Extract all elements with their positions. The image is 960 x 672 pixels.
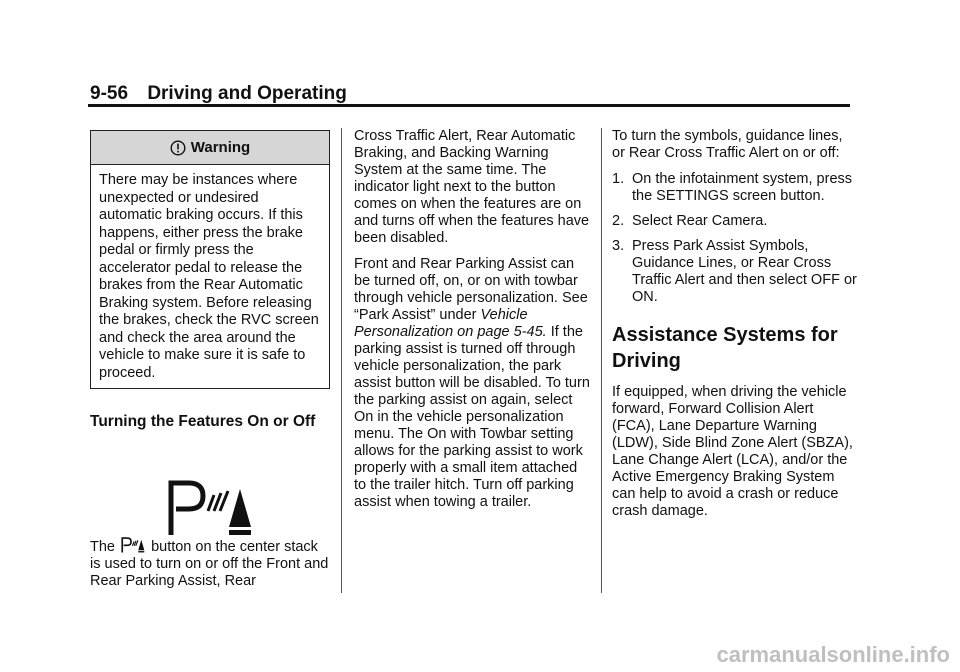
watermark: carmanualsonline.info	[716, 642, 950, 667]
paragraph-cross-traffic: Cross Traffic Alert, Rear Automatic Braking, and Backing Warning System at the same time. The indicator light next to the button comes on when the features are on and turns off when the features have been disabled.	[354, 128, 590, 246]
list-item: 2. Select Rear Camera.	[612, 213, 768, 229]
list-item: 3. Press Park Assist Symbols, Guidance Lines, or Rear Cross Traffic Alert and then select OFF or ON.	[612, 238, 857, 305]
section-title: Driving and Operating	[147, 83, 347, 104]
paragraph-parking-assist: Front and Rear Parking Assist can be turned off, on, or on with towbar through vehicle personalization. See “Park Assist” under Vehicle Personalization on page 5-45. If the parking assist is turned off through vehicle personalization, the park assist button will be disabled. To turn the parking assist on again, select On in the vehicle personalization menu. The On with Towbar setting allows for the parking assist to work properly with a small item attached to the trailer hitch. Turn off parking assist when towing a trailer.	[354, 256, 590, 510]
warning-title: Warning	[190, 139, 251, 156]
paragraph-assistance-systems: If equipped, when driving the vehicle forward, Forward Collision Alert (FCA), Lane Departure Warning (LDW), Side Blind Zone Alert (SBZA), Lane Change Alert (LCA), and/or the Active Emergency Braking System can help to avoid a crash or reduce crash damage.	[612, 384, 853, 519]
header-rule	[88, 104, 850, 107]
paragraph-intro-symbols: To turn the symbols, guidance lines, or Rear Cross Traffic Alert on or off:	[612, 128, 843, 161]
warning-box	[90, 130, 330, 389]
heading-assistance-systems: Assistance Systems for Driving	[612, 324, 838, 372]
park-assist-icon	[167, 479, 253, 537]
warning-circle-icon	[170, 140, 186, 156]
park-assist-icon-inline	[120, 537, 146, 553]
column-divider-1	[341, 128, 342, 593]
column-1	[90, 130, 330, 599]
warning-body: There may be instances where unexpected or undesired automatic braking occurs. If this happens, either press the brake pedal or firmly press the accelerator pedal to release the brakes from the Rear Automatic Braking system. Before releasing the brakes, check the RVC screen and check the area around the vehicle to make sure it is safe to proceed.	[99, 172, 319, 381]
list-item: 1. On the infotainment system, press the SETTINGS screen button.	[612, 171, 853, 204]
subheading-turning-features: Turning the Features On or Off	[90, 413, 316, 430]
warning-header	[91, 131, 329, 165]
column-2	[354, 128, 590, 520]
steps-list	[612, 171, 857, 306]
cross-reference-link[interactable]: Vehicle Personalization on page 5-45.	[354, 307, 547, 340]
column-3	[612, 128, 857, 529]
paragraph-park-button: The button on the center stack is used to turn on or off the Front and Rear Parking Assist, Rear	[90, 539, 329, 589]
page-number: 9-56	[90, 83, 129, 104]
column-divider-2	[601, 128, 602, 593]
page-header	[90, 83, 347, 105]
